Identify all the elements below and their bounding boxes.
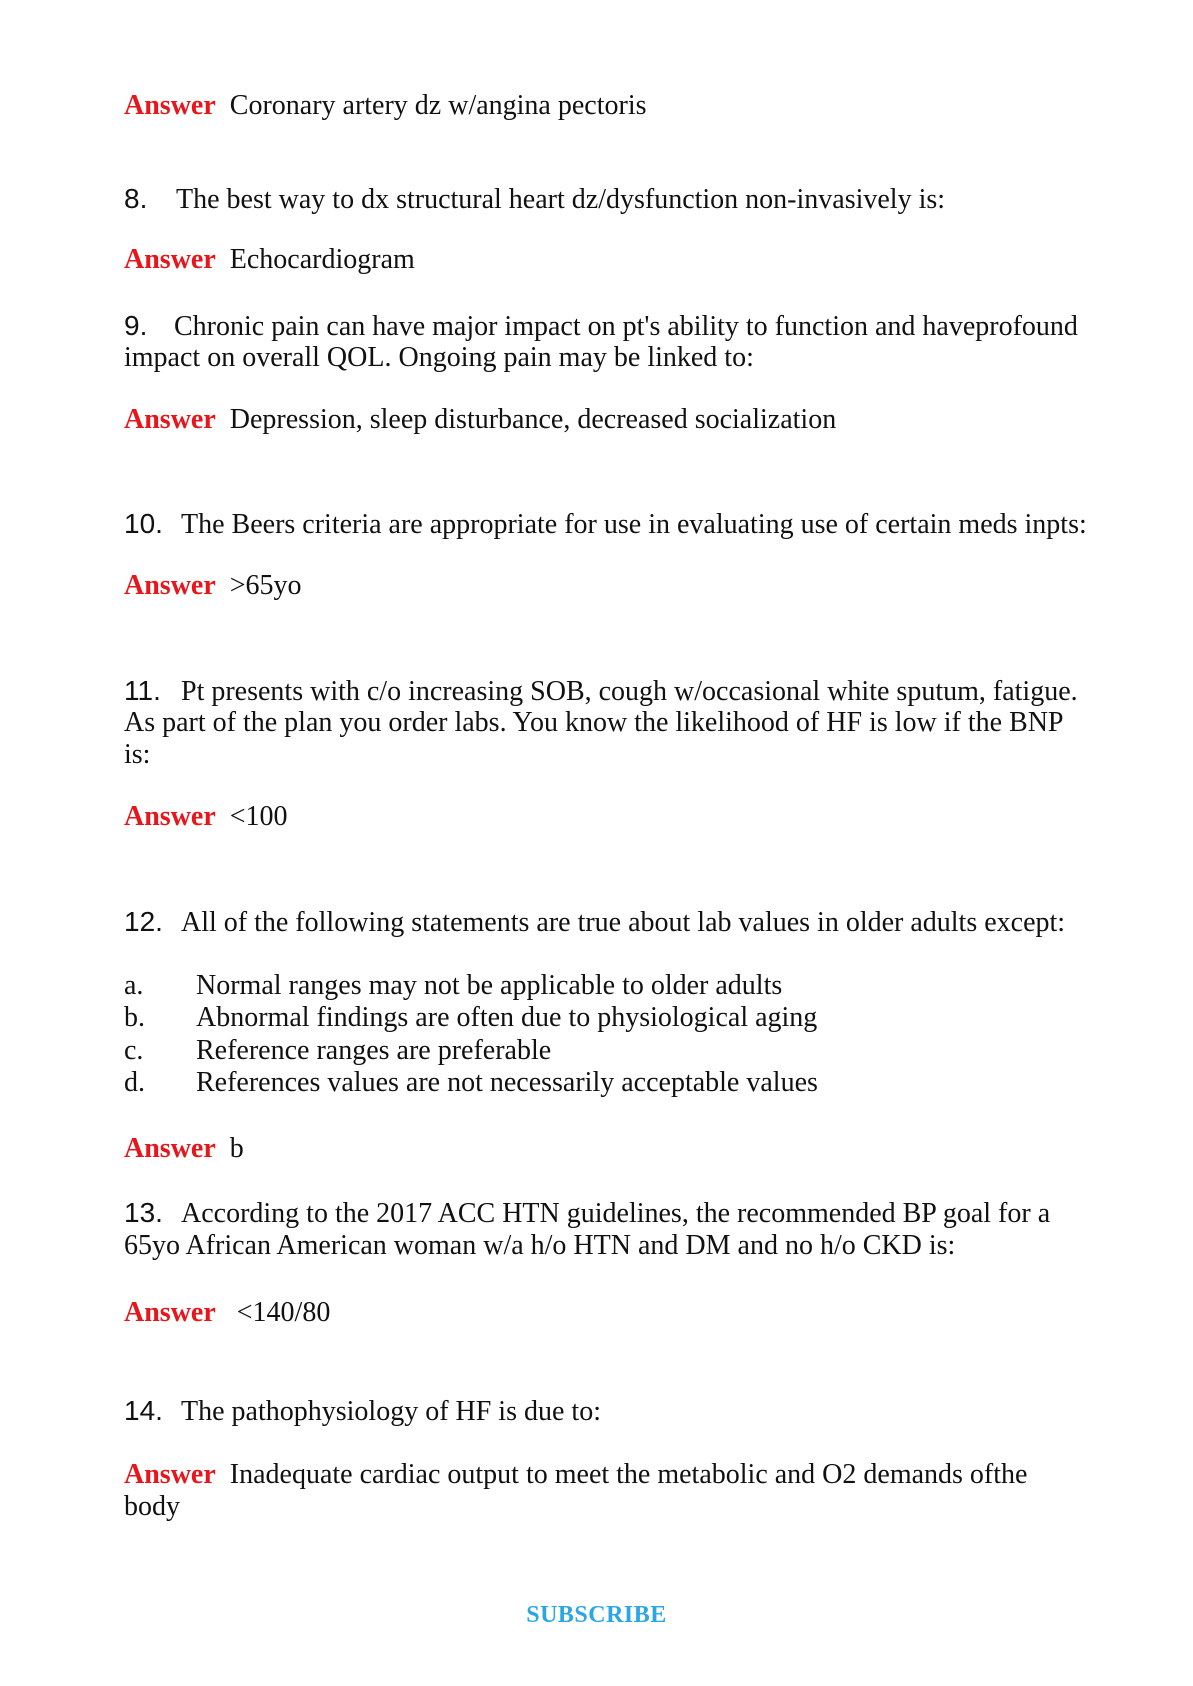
question-13-line2: 65yo African American woman w/a h/o HTN and DM and no h/o CKD is: [124, 1230, 956, 1261]
answer-12 [124, 1133, 244, 1165]
question-12 [124, 906, 1065, 939]
answer-13 [124, 1297, 330, 1329]
option-c [124, 1035, 551, 1067]
answer-10 [124, 570, 302, 602]
question-number: 11. [124, 675, 161, 706]
answer-label: Answer [124, 1459, 216, 1490]
answer-label: Answer [124, 801, 216, 832]
answer-text: >65yo [229, 570, 302, 601]
option-letter: b. [124, 1002, 145, 1033]
option-text: References values are not necessarily acceptable values [196, 1067, 818, 1098]
question-text-line1: Pt presents with c/o increasing SOB, cough w/occasional white sputum, fatigue. [181, 676, 1078, 707]
answer-14 [124, 1459, 1027, 1491]
question-10 [124, 508, 1087, 541]
option-text: Normal ranges may not be applicable to older adults [196, 970, 783, 1001]
question-text: The pathophysiology of HF is due to: [181, 1396, 601, 1427]
question-text: The Beers criteria are appropriate for use in evaluating use of certain meds inpts: [181, 509, 1087, 540]
answer-text: <140/80 [229, 1297, 331, 1328]
question-number: 9. [124, 310, 148, 341]
answer-8 [124, 244, 415, 276]
question-9-line2: impact on overall QOL. Ongoing pain may be linked to: [124, 342, 754, 373]
question-11-line3: is: [124, 739, 151, 770]
answer-text-line1: Inadequate cardiac output to meet the metabolic and O2 demands ofthe [229, 1459, 1028, 1490]
answer-text: Echocardiogram [229, 244, 415, 275]
option-b [124, 1002, 817, 1034]
question-number: 13. [124, 1197, 163, 1228]
question-text-line1: Chronic pain can have major impact on pt's ability to function and haveprofound [174, 311, 1078, 342]
answer-label: Answer [124, 570, 216, 601]
answer-14-line2: body [124, 1491, 180, 1522]
question-text: All of the following statements are true about lab values in older adults except: [181, 907, 1066, 938]
option-a [124, 970, 782, 1002]
question-11 [124, 675, 1078, 708]
question-number: 10. [124, 508, 163, 539]
question-8 [124, 183, 945, 216]
subscribe-link[interactable]: SUBSCRIBE [526, 1602, 667, 1628]
question-text-line1: According to the 2017 ACC HTN guidelines, the recommended BP goal for a [181, 1198, 1051, 1229]
question-11-line2: As part of the plan you order labs. You know the likelihood of HF is low if the BNP [124, 707, 1064, 738]
answer-11 [124, 801, 288, 833]
answer-text: <100 [229, 801, 288, 832]
question-number: 14. [124, 1395, 163, 1426]
question-9 [124, 310, 1078, 343]
answer-7 [124, 90, 647, 122]
question-number: 12. [124, 906, 163, 937]
option-text: Reference ranges are preferable [196, 1035, 552, 1066]
question-text: The best way to dx structural heart dz/dysfunction non-invasively is: [176, 184, 946, 215]
question-13 [124, 1197, 1050, 1230]
answer-label: Answer [124, 1297, 216, 1328]
answer-text: Depression, sleep disturbance, decreased socialization [229, 404, 837, 435]
question-number: 8. [124, 183, 148, 214]
answer-label: Answer [124, 404, 216, 435]
answer-label: Answer [124, 1133, 216, 1164]
answer-label: Answer [124, 244, 216, 275]
answer-label: Answer [124, 90, 216, 121]
option-letter: a. [124, 970, 144, 1001]
option-d [124, 1067, 818, 1099]
answer-9 [124, 404, 836, 436]
answer-text: b [229, 1133, 244, 1164]
option-letter: c. [124, 1035, 144, 1066]
option-letter: d. [124, 1067, 145, 1098]
question-14 [124, 1395, 601, 1428]
option-text: Abnormal findings are often due to physiological aging [196, 1002, 818, 1033]
answer-text: Coronary artery dz w/angina pectoris [229, 90, 647, 121]
